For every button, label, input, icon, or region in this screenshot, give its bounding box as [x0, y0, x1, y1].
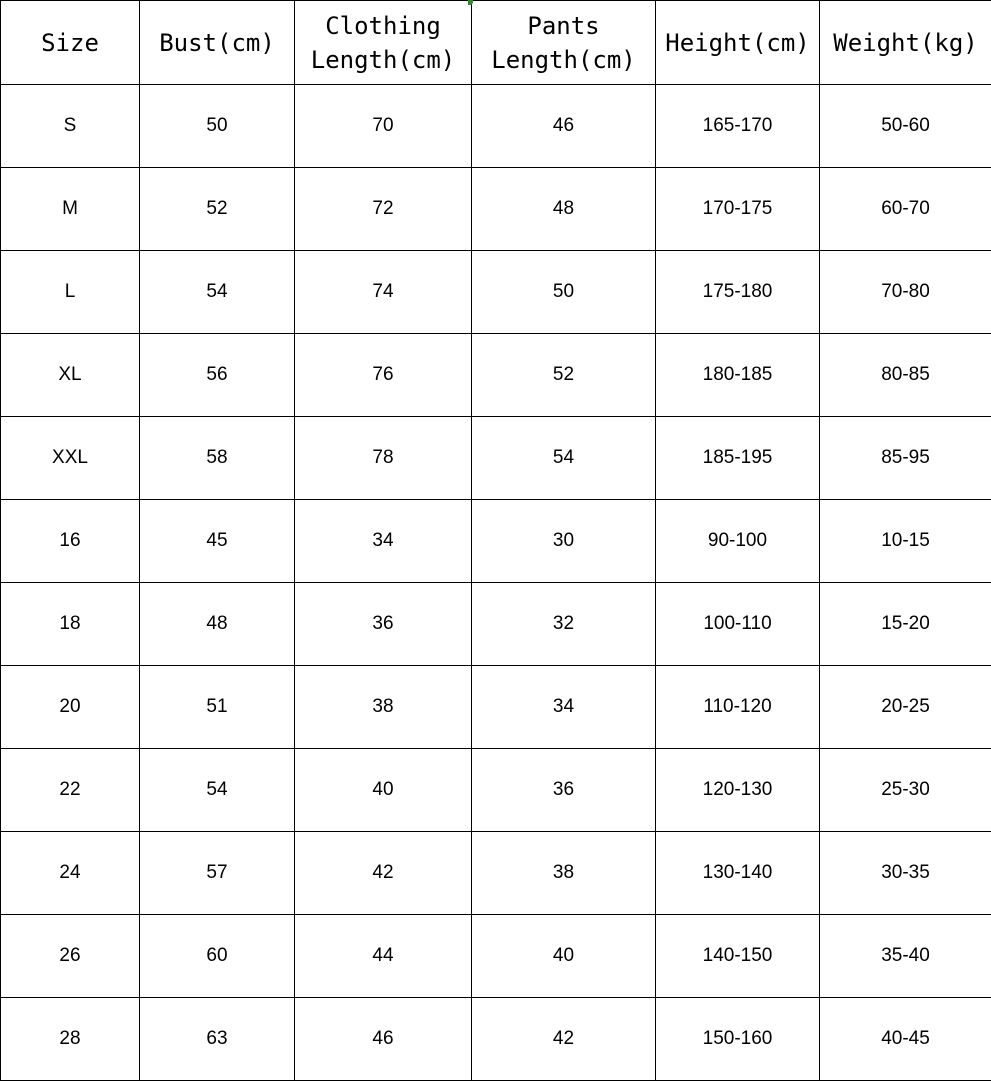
table-row	[1, 168, 991, 251]
height-cell: 185-195	[656, 417, 820, 500]
height-cell: 100-110	[656, 583, 820, 666]
size-cell: 22	[1, 749, 140, 832]
table-row	[1, 915, 991, 998]
bust-cell: 48	[140, 583, 295, 666]
table-row	[1, 85, 991, 168]
weight-cell: 50-60	[820, 85, 991, 168]
pants-length-cell: 40	[472, 915, 656, 998]
clothing-length-cell: 46	[295, 998, 472, 1081]
weight-cell: 80-85	[820, 334, 991, 417]
pants-length-cell: 38	[472, 832, 656, 915]
clothing-length-cell: 38	[295, 666, 472, 749]
size-cell: 16	[1, 500, 140, 583]
bust-cell: 57	[140, 832, 295, 915]
size-cell: S	[1, 85, 140, 168]
header-clothing-length: Clothing Length(cm)	[295, 1, 472, 85]
height-cell: 110-120	[656, 666, 820, 749]
pants-length-cell: 34	[472, 666, 656, 749]
clothing-length-cell: 74	[295, 251, 472, 334]
weight-cell: 15-20	[820, 583, 991, 666]
bust-cell: 50	[140, 85, 295, 168]
clothing-length-cell: 78	[295, 417, 472, 500]
pants-length-cell: 46	[472, 85, 656, 168]
pants-length-cell: 30	[472, 500, 656, 583]
height-cell: 90-100	[656, 500, 820, 583]
pants-length-cell: 36	[472, 749, 656, 832]
height-cell: 170-175	[656, 168, 820, 251]
pants-length-cell: 32	[472, 583, 656, 666]
header-weight: Weight(kg)	[820, 1, 991, 85]
table-row	[1, 583, 991, 666]
weight-cell: 40-45	[820, 998, 991, 1081]
size-cell: 18	[1, 583, 140, 666]
table-row	[1, 334, 991, 417]
pants-length-cell: 48	[472, 168, 656, 251]
clothing-length-cell: 70	[295, 85, 472, 168]
clothing-length-cell: 72	[295, 168, 472, 251]
pants-length-cell: 50	[472, 251, 656, 334]
header-height: Height(cm)	[656, 1, 820, 85]
clothing-length-cell: 42	[295, 832, 472, 915]
table-row	[1, 998, 991, 1081]
weight-cell: 35-40	[820, 915, 991, 998]
bust-cell: 45	[140, 500, 295, 583]
height-cell: 175-180	[656, 251, 820, 334]
size-cell: 26	[1, 915, 140, 998]
height-cell: 150-160	[656, 998, 820, 1081]
bust-cell: 56	[140, 334, 295, 417]
bust-cell: 63	[140, 998, 295, 1081]
height-cell: 120-130	[656, 749, 820, 832]
size-cell: XXL	[1, 417, 140, 500]
clothing-length-cell: 44	[295, 915, 472, 998]
size-cell: 28	[1, 998, 140, 1081]
clothing-length-cell: 40	[295, 749, 472, 832]
weight-cell: 25-30	[820, 749, 991, 832]
bust-cell: 54	[140, 251, 295, 334]
bust-cell: 60	[140, 915, 295, 998]
weight-cell: 70-80	[820, 251, 991, 334]
weight-cell: 85-95	[820, 417, 991, 500]
bust-cell: 52	[140, 168, 295, 251]
pants-length-cell: 54	[472, 417, 656, 500]
header-size: Size	[1, 1, 140, 85]
pants-length-cell: 42	[472, 998, 656, 1081]
weight-cell: 60-70	[820, 168, 991, 251]
height-cell: 140-150	[656, 915, 820, 998]
size-cell: XL	[1, 334, 140, 417]
header-row	[1, 1, 991, 85]
table-row	[1, 666, 991, 749]
size-chart-body	[1, 85, 991, 1081]
bust-cell: 54	[140, 749, 295, 832]
height-cell: 130-140	[656, 832, 820, 915]
size-cell: 24	[1, 832, 140, 915]
table-row	[1, 500, 991, 583]
bust-cell: 51	[140, 666, 295, 749]
size-cell: M	[1, 168, 140, 251]
clothing-length-cell: 34	[295, 500, 472, 583]
header-bust: Bust(cm)	[140, 1, 295, 85]
weight-cell: 30-35	[820, 832, 991, 915]
bust-cell: 58	[140, 417, 295, 500]
clothing-length-cell: 36	[295, 583, 472, 666]
table-row	[1, 749, 991, 832]
pants-length-cell: 52	[472, 334, 656, 417]
size-cell: L	[1, 251, 140, 334]
table-row	[1, 417, 991, 500]
clothing-length-cell: 76	[295, 334, 472, 417]
table-row	[1, 832, 991, 915]
height-cell: 165-170	[656, 85, 820, 168]
table-row	[1, 251, 991, 334]
height-cell: 180-185	[656, 334, 820, 417]
weight-cell: 10-15	[820, 500, 991, 583]
header-pants-length: Pants Length(cm)	[472, 1, 656, 85]
weight-cell: 20-25	[820, 666, 991, 749]
size-cell: 20	[1, 666, 140, 749]
